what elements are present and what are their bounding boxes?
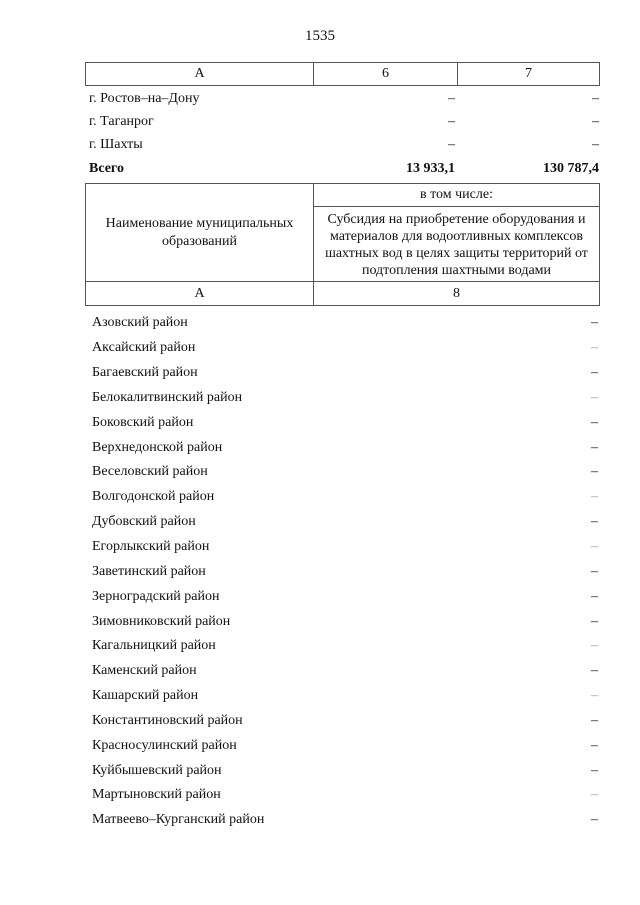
district-value: – [591,737,598,753]
district-name: Багаевский район [92,365,198,381]
header-col-6: 6 [314,63,458,86]
district-name: Зимовниковский район [92,613,231,629]
list-item [92,609,598,634]
district-value: – [591,688,598,704]
district-value: – [591,439,598,455]
list-item [92,361,598,386]
list-item [92,709,598,734]
district-value: – [591,588,598,604]
district-value: – [591,812,598,828]
district-value: – [591,489,598,505]
list-item [92,435,598,460]
district-value: – [591,315,598,331]
header-col-a: А [86,63,314,86]
district-name: Мартыновский район [92,787,221,803]
district-value: – [591,414,598,430]
municipality-name-header: Наименование муниципальных образований [86,184,314,282]
district-value: – [591,638,598,654]
district-name: Дубовский район [92,514,196,530]
district-name: Зерноградский район [92,588,220,604]
district-list [92,311,598,833]
table-row [89,133,599,156]
row-value-7: – [592,90,599,106]
total-label: Всего [89,161,124,176]
district-name: Белокалитвинский район [92,389,243,405]
row-value-6: – [448,136,455,152]
district-name: Константиновский район [92,712,243,728]
list-item [92,783,598,808]
district-name: Красносулинский район [92,737,237,753]
list-item [92,386,598,411]
district-name: Веселовский район [92,464,208,480]
row-name: г. Шахты [89,136,143,152]
total-row [89,156,599,182]
top-header-row [86,63,600,86]
district-value: – [591,340,598,356]
list-item [92,684,598,709]
subsidy-description-header: Субсидия на приобретение оборудования и материалов для водоотливных комплексов шахтных вод в целях защиты территорий от подтопления шахтными водами [314,207,600,282]
row-name: г. Таганрог [89,113,154,129]
district-name: Егорлыкский район [92,539,210,555]
district-name: Азовский район [92,315,188,331]
list-item [92,584,598,609]
district-value: – [591,365,598,381]
row-value-6: – [448,113,455,129]
list-item [92,535,598,560]
list-item [92,485,598,510]
district-name: Кагальницкий район [92,638,216,654]
table-row [89,87,599,110]
district-value: – [591,389,598,405]
row-value-7: – [592,113,599,129]
list-item [92,336,598,361]
list-item [92,659,598,684]
header-col-a-2: А [86,282,314,306]
district-value: – [591,563,598,579]
total-value-6: 13 933,1 [406,161,455,176]
district-name: Кашарский район [92,688,199,704]
district-value: – [591,464,598,480]
district-value: – [591,613,598,629]
district-value: – [591,787,598,803]
district-name: Боковский район [92,414,194,430]
list-item [92,510,598,535]
district-name: Матвеево–Курганский район [92,812,265,828]
district-name: Волгодонской район [92,489,215,505]
list-item [92,410,598,435]
district-value: – [591,514,598,530]
district-name: Каменский район [92,663,197,679]
list-item [92,311,598,336]
list-item [92,559,598,584]
row-name: г. Ростов–на–Дону [89,90,200,106]
second-header-table [85,183,600,306]
header-col-8: 8 [314,282,600,306]
district-name: Заветинский район [92,563,206,579]
page-number: 1535 [305,28,335,44]
district-value: – [591,762,598,778]
top-header-table [85,62,600,86]
district-value: – [591,663,598,679]
table-row [89,110,599,133]
total-value-7: 130 787,4 [543,161,599,176]
list-item [92,758,598,783]
row-value-6: – [448,90,455,106]
including-header: в том числе: [314,184,600,207]
district-value: – [591,712,598,728]
district-name: Аксайский район [92,340,196,356]
top-rows [89,87,599,182]
row-value-7: – [592,136,599,152]
district-name: Верхнедонской район [92,439,223,455]
list-item [92,634,598,659]
list-item [92,733,598,758]
district-value: – [591,539,598,555]
list-item [92,460,598,485]
district-name: Куйбышевский район [92,762,222,778]
list-item [92,808,598,833]
header-col-7: 7 [458,63,600,86]
